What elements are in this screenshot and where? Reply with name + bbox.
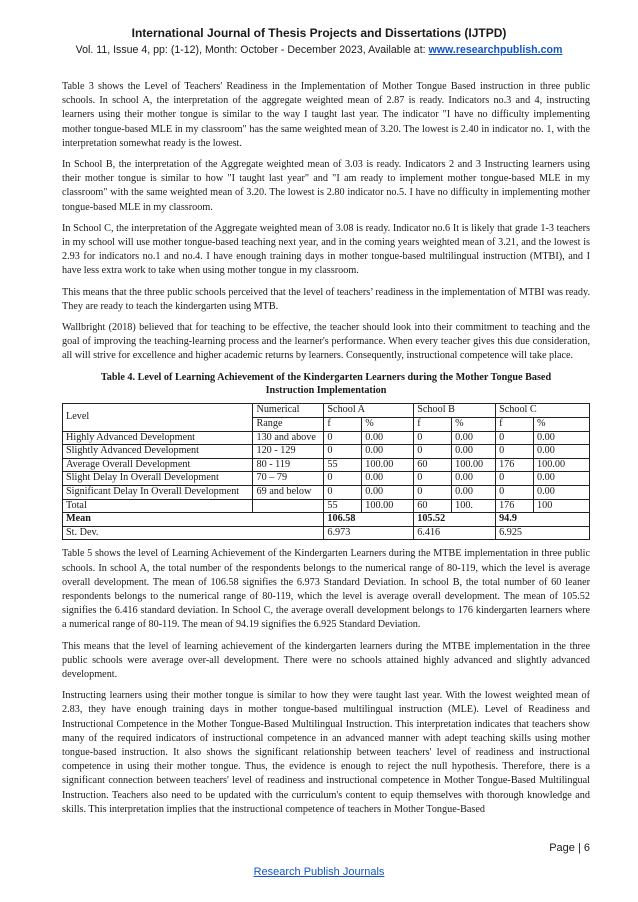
cell-f-c: 176 bbox=[496, 499, 534, 513]
table-row-sd bbox=[63, 526, 590, 540]
table-caption bbox=[62, 371, 590, 398]
issue-info: Vol. 11, Issue 4, pp: (1-12), Month: October - December 2023, Available at: bbox=[75, 44, 429, 56]
paragraph: Wallbright (2018) believed that for teaching to be effective, the teacher should look into their commitment to teaching and the goal of improving the teaching-learning process and the learner's performance. When every teacher gives this due consideration, all will strive for excellence and higher academic returns by learners. Consequently, instructional competence will take place. bbox=[62, 322, 590, 362]
header-f: f bbox=[324, 418, 362, 432]
cell-pct-a: 100.00 bbox=[362, 458, 414, 472]
cell-pct-a: 0.00 bbox=[362, 445, 414, 459]
table-caption-line: Instruction Implementation bbox=[265, 385, 387, 397]
paragraph: Instructing learners using their mother tongue is similar to how they were taught last year. With the lowest weighted mean of 2.83, they have enough training days in mother tongue-based multilingual instruction (MLE). Level of Readiness and Instructional Competence in the Mother Tongue-Based Multilingual Instruction. This interpretation indicates that teachers show many of the required indicators of instructional competence in an advanced manner with adept teaching skills using mother tongue-based instruction. It also shows the significant relationship between teachers' level of readiness and instructional competence in using their mother tongue. Thus, the evidence is enough to reject the null hypothesis. Therefore, there is a significant connection between teachers' level of readiness and instructional competence in Mother Tongue-Based Multilingual Instruction. Teachers also need to be updated with the curriculum's content to equip themselves with thorough knowledge and skills. This interpretation implies that the instructional competence of teachers in Mother Tongue-Based bbox=[62, 690, 590, 815]
cell-f-b: 0 bbox=[414, 472, 452, 486]
cell-level: Slight Delay In Overall Development bbox=[63, 472, 253, 486]
sd-school-b: 6.416 bbox=[414, 526, 496, 540]
cell-f-a: 0 bbox=[324, 431, 362, 445]
mean-school-b: 105.52 bbox=[414, 513, 496, 527]
mean-school-a: 106.58 bbox=[324, 513, 414, 527]
issue-info-line bbox=[0, 44, 638, 56]
paragraph: In School B, the interpretation of the Aggregate weighted mean of 3.03 is ready. Indicators 2 and 3 Instructing learners using their mother tongue is similar to how "I taught last year" and "I am ready to implement mother tongue-based MLE in my classroom" with the same weighted mean of 3.20. The lowest is 2.80 indicator no.5. I have no difficulty in implementing mother tongue-based MLE in my classroom. bbox=[62, 159, 590, 213]
table-header-row bbox=[63, 404, 590, 418]
cell-range: 69 and below bbox=[253, 486, 324, 500]
paragraph: This means that the three public schools perceived that the level of teachers’ readiness in the implementation of MTBI was ready. They are ready to teach the kindergarten using MTB. bbox=[62, 286, 590, 312]
cell-f-a: 55 bbox=[324, 499, 362, 513]
cell-pct-b: 100. bbox=[452, 499, 496, 513]
table-row bbox=[63, 486, 590, 500]
journal-title: International Journal of Thesis Projects and Dissertations (IJTPD) bbox=[131, 26, 507, 40]
cell-f-c: 0 bbox=[496, 472, 534, 486]
page-number: Page | 6 bbox=[549, 842, 590, 854]
table-row-mean bbox=[63, 513, 590, 527]
header-percent: % bbox=[534, 418, 590, 432]
cell-f-b: 0 bbox=[414, 431, 452, 445]
table-row bbox=[63, 458, 590, 472]
achievement-table bbox=[62, 403, 590, 540]
cell-f-a: 55 bbox=[324, 458, 362, 472]
cell-level: Slightly Advanced Development bbox=[63, 445, 253, 459]
header-school-b: School B bbox=[414, 404, 496, 418]
cell-level: Total bbox=[63, 499, 253, 513]
cell-f-a: 0 bbox=[324, 472, 362, 486]
paragraph: Table 5 shows the level of Learning Achievement of the Kindergarten Learners during the MTBE implementation in three public schools. In school A, the total number of the respondents belongs to the numerical range of 80-119, which the level is average overall development. The mean of 106.58 signifies the 6.973 Standard Deviation. In school B, the total number of 60 leaner respondents belongs to the numerical range of 80-119, which the level is average overall development. The mean of 105.52 signifies the 6.416 standard deviation. In School C, the average overall development belongs to 176 kindergarten learners where a numerical range of 80-119. The mean of 94.19 signifies the 6.925 Standard Deviation. bbox=[62, 548, 590, 631]
header-level: Level bbox=[63, 404, 253, 431]
sd-school-a: 6.973 bbox=[324, 526, 414, 540]
cell-f-c: 0 bbox=[496, 431, 534, 445]
cell-level: Average Overall Development bbox=[63, 458, 253, 472]
mean-school-c: 94.9 bbox=[496, 513, 590, 527]
cell-range bbox=[253, 499, 324, 513]
cell-f-a: 0 bbox=[324, 486, 362, 500]
mean-label: Mean bbox=[63, 513, 324, 527]
header-percent: % bbox=[452, 418, 496, 432]
cell-pct-c: 0.00 bbox=[534, 472, 590, 486]
cell-pct-c: 0.00 bbox=[534, 445, 590, 459]
cell-pct-c: 100.00 bbox=[534, 458, 590, 472]
header-range: Range bbox=[253, 418, 324, 432]
cell-f-c: 0 bbox=[496, 445, 534, 459]
cell-pct-b: 0.00 bbox=[452, 445, 496, 459]
paragraph: In School C, the interpretation of the Aggregate weighted mean of 3.08 is ready. Indicator no.6 It is likely that grade 1-3 teachers in my school will use mother tongue-based teaching next year, and in the coming years weighted mean of 3.21, and the lowest is 2.93 for indicators no.1 and no.4. I have enough training days in mother tongue-based multilingual instruction (MTBI), and I have less extra work to take when using mother tongue in my classroom. bbox=[62, 222, 590, 277]
cell-f-b: 60 bbox=[414, 499, 452, 513]
cell-range: 120 - 129 bbox=[253, 445, 324, 459]
table-row-total bbox=[63, 499, 590, 513]
header-school-a: School A bbox=[324, 404, 414, 418]
website-link[interactable]: www.researchpublish.com bbox=[428, 44, 563, 56]
cell-pct-a: 0.00 bbox=[362, 486, 414, 500]
sd-label: St. Dev. bbox=[63, 526, 324, 540]
cell-pct-c: 100 bbox=[534, 499, 590, 513]
cell-range: 70 – 79 bbox=[253, 472, 324, 486]
cell-pct-c: 0.00 bbox=[534, 486, 590, 500]
cell-range: 130 and above bbox=[253, 431, 324, 445]
table-row bbox=[63, 445, 590, 459]
cell-f-b: 0 bbox=[414, 486, 452, 500]
cell-pct-a: 100.00 bbox=[362, 499, 414, 513]
header-percent: % bbox=[362, 418, 414, 432]
paragraph: This means that the level of learning achievement of the kindergarten learners during the MTBE implementation in the three public schools were average over-all development. There were no schools attained highly advanced and slightly advanced development. bbox=[62, 640, 590, 681]
cell-pct-b: 0.00 bbox=[452, 486, 496, 500]
cell-pct-a: 0.00 bbox=[362, 431, 414, 445]
table-row bbox=[63, 472, 590, 486]
publisher-link[interactable]: Research Publish Journals bbox=[253, 866, 385, 878]
cell-pct-a: 0.00 bbox=[362, 472, 414, 486]
article-body bbox=[62, 80, 590, 824]
cell-pct-c: 0.00 bbox=[534, 431, 590, 445]
cell-range: 80 - 119 bbox=[253, 458, 324, 472]
header-f: f bbox=[414, 418, 452, 432]
header-f: f bbox=[496, 418, 534, 432]
paragraph: Table 3 shows the Level of Teachers' Readiness in the Implementation of Mother Tongue Based instruction in three public schools. In school A, the interpretation of the aggregate weighted mean of 2.87 is ready. Indicators no.3 and 4, instructing learners using their mother tongue is similar to the way I taught last year. The indicator "I have no difficulty implementing mother tongue-based MLE in my classroom" has the same weighted mean of 3.20. The lowest is 2.40 in indicator no. 1, with the interpretation somewhat ready is the lowest. bbox=[62, 81, 590, 149]
table-row bbox=[63, 431, 590, 445]
cell-f-b: 60 bbox=[414, 458, 452, 472]
cell-f-b: 0 bbox=[414, 445, 452, 459]
sd-school-c: 6.925 bbox=[496, 526, 590, 540]
cell-f-a: 0 bbox=[324, 445, 362, 459]
cell-pct-b: 100.00 bbox=[452, 458, 496, 472]
cell-pct-b: 0.00 bbox=[452, 431, 496, 445]
header-school-c: School C bbox=[496, 404, 590, 418]
header-numerical: Numerical bbox=[253, 404, 324, 418]
cell-pct-b: 0.00 bbox=[452, 472, 496, 486]
table-caption-line: Table 4. Level of Learning Achievement of the Kindergarten Learners during the Mother Tongue Based bbox=[100, 371, 552, 383]
cell-f-c: 0 bbox=[496, 486, 534, 500]
cell-f-c: 176 bbox=[496, 458, 534, 472]
cell-level: Significant Delay In Overall Development bbox=[63, 486, 253, 500]
cell-level: Highly Advanced Development bbox=[63, 431, 253, 445]
